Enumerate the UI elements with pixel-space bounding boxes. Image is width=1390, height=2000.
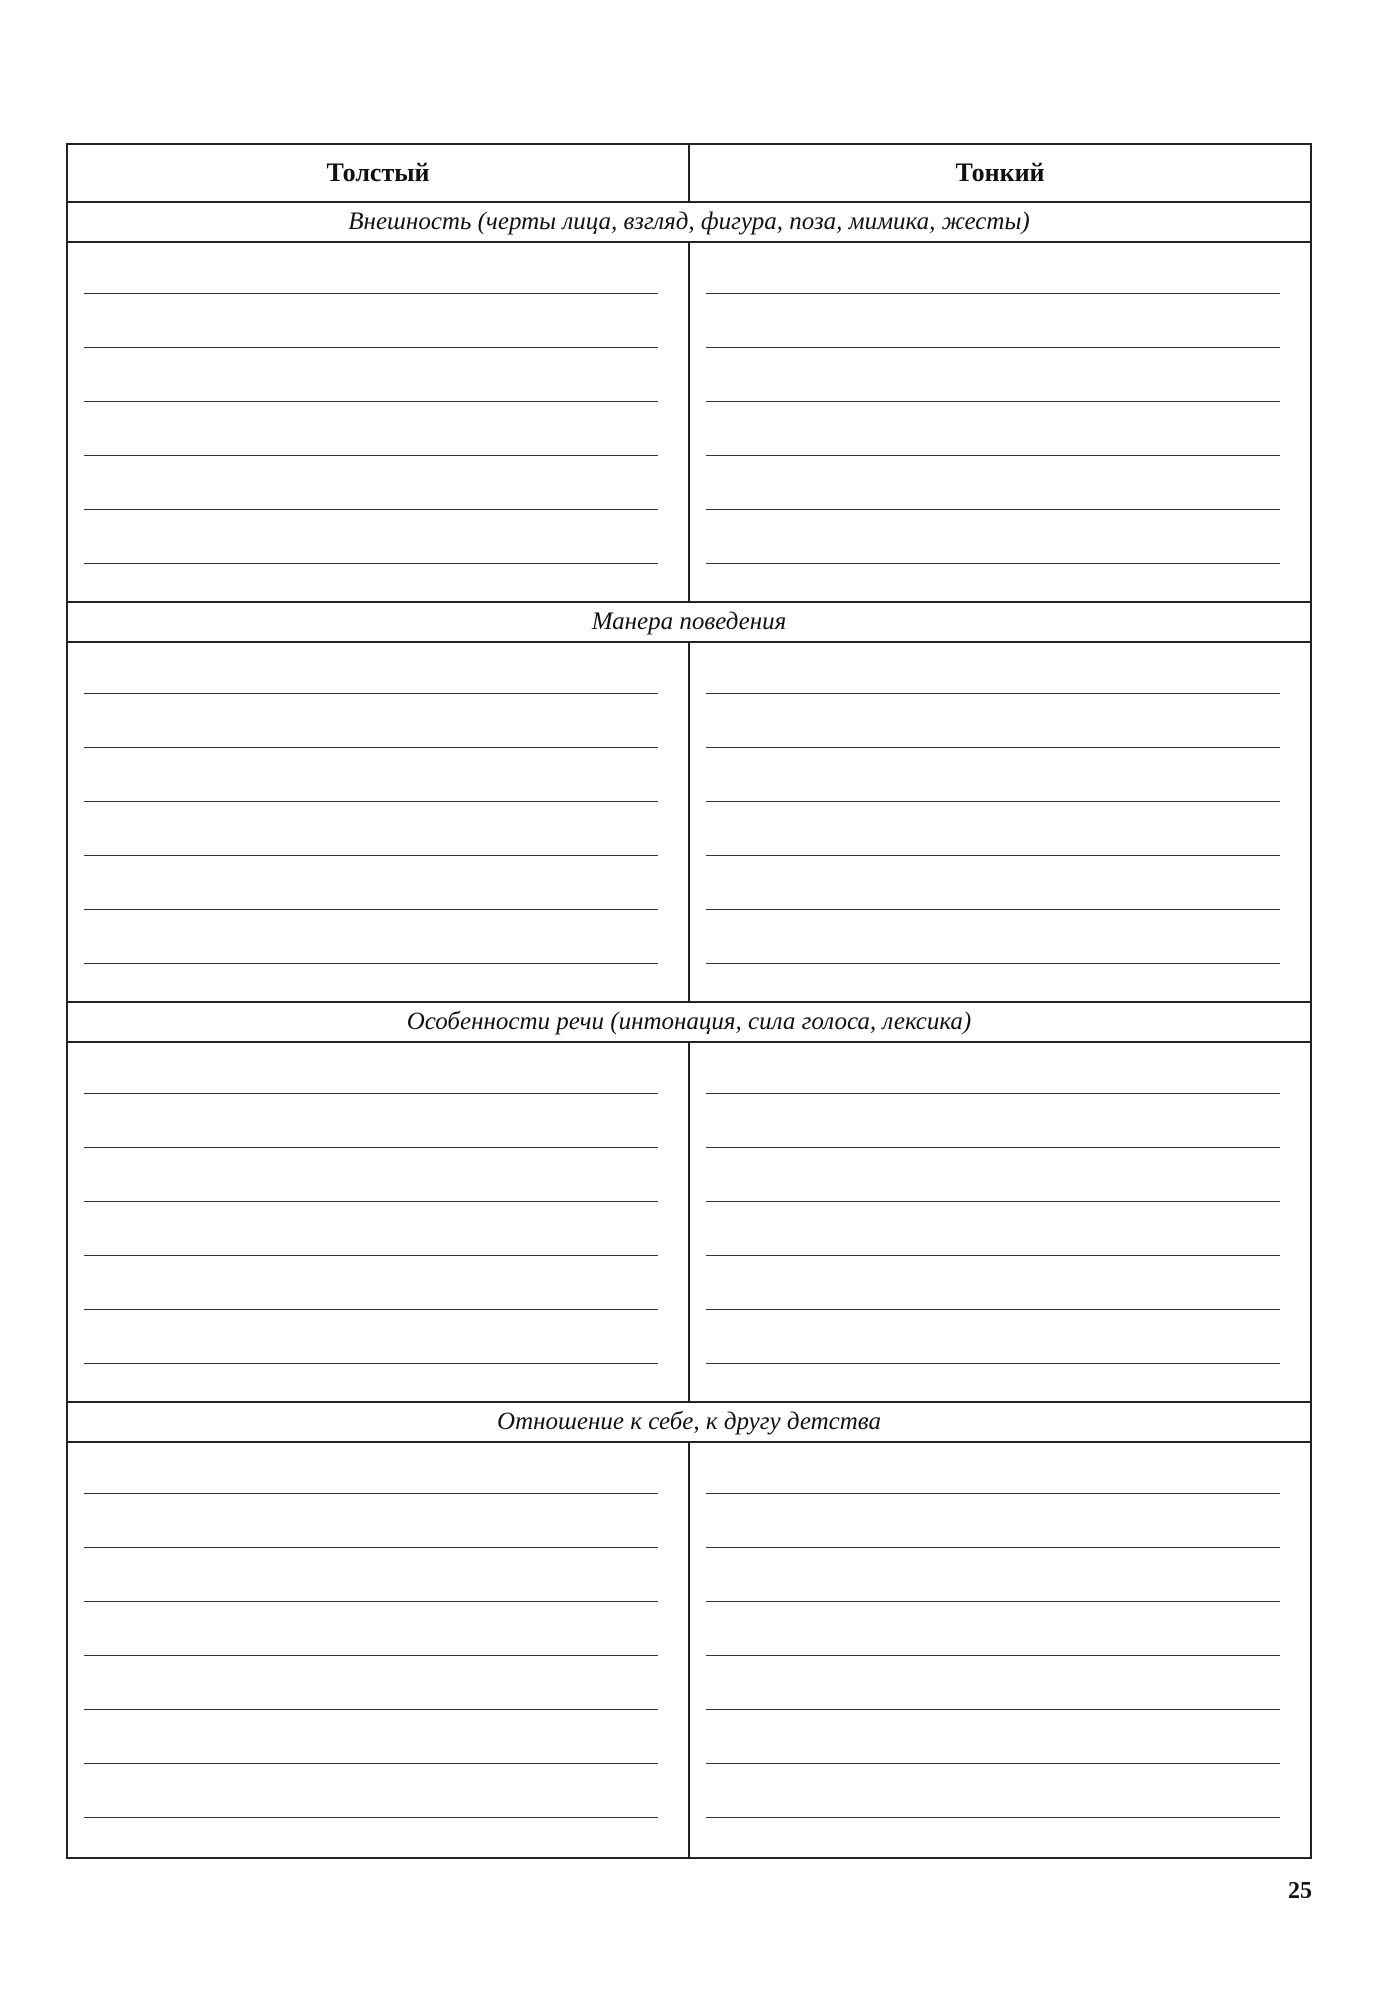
answer-column-tonkiy[interactable] — [688, 1043, 1310, 1401]
writing-line — [84, 1655, 658, 1656]
page-number: 25 — [1288, 1878, 1312, 1904]
writing-line — [706, 563, 1280, 564]
section-body — [68, 243, 1310, 603]
table-header-row — [68, 145, 1310, 203]
writing-line — [84, 801, 658, 802]
writing-line — [84, 1363, 658, 1364]
writing-line — [706, 1201, 1280, 1202]
answer-column-tonkiy[interactable] — [688, 1443, 1310, 1857]
writing-line — [84, 693, 658, 694]
section-body — [68, 643, 1310, 1003]
writing-line — [706, 1093, 1280, 1094]
writing-line — [706, 347, 1280, 348]
writing-line — [706, 401, 1280, 402]
writing-line — [84, 1763, 658, 1764]
writing-line — [84, 401, 658, 402]
writing-line — [84, 1493, 658, 1494]
answer-column-tonkiy[interactable] — [688, 243, 1310, 601]
writing-line — [706, 455, 1280, 456]
writing-line — [706, 1255, 1280, 1256]
section-title: Манера поведения — [68, 603, 1310, 643]
writing-line — [706, 1363, 1280, 1364]
writing-line — [706, 909, 1280, 910]
writing-line — [706, 1655, 1280, 1656]
writing-line — [84, 963, 658, 964]
writing-line — [706, 801, 1280, 802]
answer-column-tonkiy[interactable] — [688, 643, 1310, 1001]
writing-line — [706, 963, 1280, 964]
writing-line — [84, 855, 658, 856]
writing-line — [706, 509, 1280, 510]
writing-line — [84, 1255, 658, 1256]
writing-line — [84, 509, 658, 510]
writing-line — [84, 1147, 658, 1148]
worksheet-table — [66, 143, 1312, 1859]
writing-line — [84, 1817, 658, 1818]
section-behavior — [68, 603, 1310, 1003]
writing-line — [706, 1147, 1280, 1148]
writing-line — [706, 693, 1280, 694]
writing-line — [706, 1709, 1280, 1710]
section-title: Особенности речи (интонация, сила голоса, лексика) — [68, 1003, 1310, 1043]
writing-line — [706, 1763, 1280, 1764]
writing-line — [706, 1817, 1280, 1818]
section-title: Внешность (черты лица, взгляд, фигура, поза, мимика, жесты) — [68, 203, 1310, 243]
column-header-tolstyy: Толстый — [326, 158, 430, 187]
answer-column-tolstyy[interactable] — [68, 243, 688, 601]
writing-line — [706, 293, 1280, 294]
writing-line — [84, 1601, 658, 1602]
section-speech — [68, 1003, 1310, 1403]
writing-line — [84, 1201, 658, 1202]
section-body — [68, 1443, 1310, 1857]
writing-line — [84, 347, 658, 348]
writing-line — [706, 1493, 1280, 1494]
writing-line — [706, 855, 1280, 856]
answer-column-tolstyy[interactable] — [68, 1443, 688, 1857]
writing-line — [84, 455, 658, 456]
section-attitude — [68, 1403, 1310, 1857]
writing-line — [84, 747, 658, 748]
writing-line — [84, 1547, 658, 1548]
answer-column-tolstyy[interactable] — [68, 643, 688, 1001]
writing-line — [84, 1309, 658, 1310]
writing-line — [84, 1093, 658, 1094]
section-title: Отношение к себе, к другу детства — [68, 1403, 1310, 1443]
writing-line — [84, 1709, 658, 1710]
section-body — [68, 1043, 1310, 1403]
writing-line — [84, 293, 658, 294]
writing-line — [706, 1309, 1280, 1310]
writing-line — [706, 747, 1280, 748]
writing-line — [84, 909, 658, 910]
writing-line — [706, 1601, 1280, 1602]
column-header-tonkiy: Тонкий — [688, 145, 1310, 201]
writing-line — [84, 563, 658, 564]
writing-line — [706, 1547, 1280, 1548]
section-appearance — [68, 203, 1310, 603]
answer-column-tolstyy[interactable] — [68, 1043, 688, 1401]
